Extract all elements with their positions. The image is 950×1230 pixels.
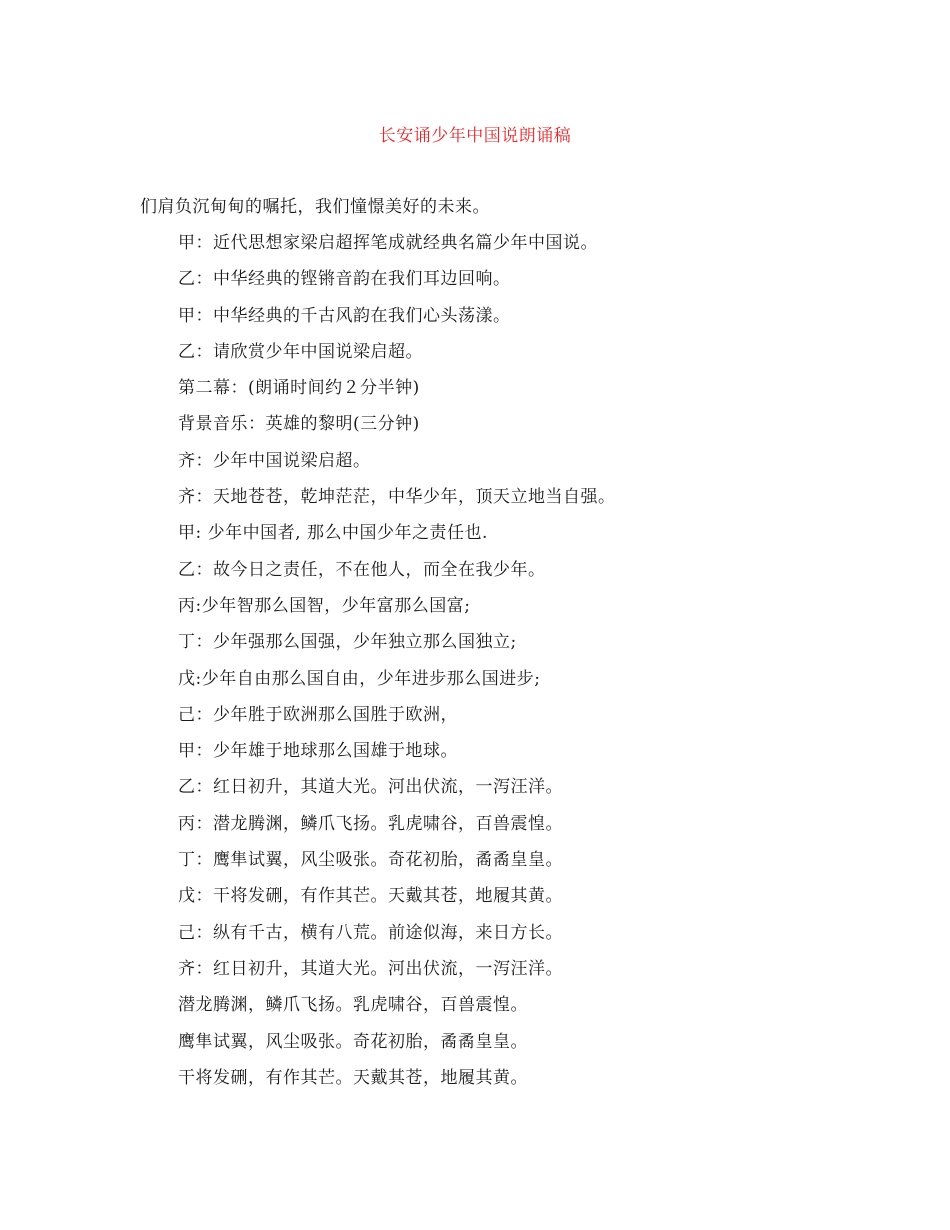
script-line: 戊:少年自由那么国自由，少年进步那么国进步; bbox=[178, 668, 541, 689]
script-line: 甲: 少年中国者, 那么中国少年之责任也. bbox=[178, 523, 488, 544]
script-line: 干将发硎，有作其芒。天戴其苍，地履其黄。 bbox=[178, 1067, 528, 1088]
document-title: 长安诵少年中国说朗诵稿 bbox=[378, 126, 572, 146]
script-line: 丁：鹰隼试翼，风尘吸张。奇花初胎，矞矞皇皇。 bbox=[178, 850, 563, 871]
script-line: 背景音乐：英雄的黎明(三分钟) bbox=[178, 414, 420, 435]
script-line: 第二幕：(朗诵时间约２分半钟) bbox=[178, 378, 420, 399]
script-line: 丙：潜龙腾渊，鳞爪飞扬。乳虎啸谷，百兽震惶。 bbox=[178, 813, 563, 834]
script-line: 潜龙腾渊，鳞爪飞扬。乳虎啸谷，百兽震惶。 bbox=[178, 995, 528, 1016]
script-line: 甲：中华经典的千古风韵在我们心头荡漾。 bbox=[178, 305, 511, 326]
script-line: 乙：故今日之责任，不在他人，而全在我少年。 bbox=[178, 559, 546, 580]
document-first-line: 们肩负沉甸甸的嘱托，我们憧憬美好的未来。 bbox=[140, 197, 490, 217]
script-line: 齐：红日初升，其道大光。河出伏流，一泻汪洋。 bbox=[178, 958, 563, 979]
script-line: 鹰隼试翼，风尘吸张。奇花初胎，矞矞皇皇。 bbox=[178, 1031, 528, 1052]
script-line: 己：少年胜于欧洲那么国胜于欧洲， bbox=[178, 704, 458, 725]
script-line: 戊：干将发硎，有作其芒。天戴其苍，地履其黄。 bbox=[178, 886, 563, 907]
script-line: 丙:少年智那么国智，少年富那么国富; bbox=[178, 595, 471, 616]
script-line: 己：纵有千古，横有八荒。前途似海，来日方长。 bbox=[178, 922, 563, 943]
script-lines bbox=[178, 231, 616, 1102]
script-line: 甲：近代思想家梁启超挥笔成就经典名篇少年中国说。 bbox=[178, 233, 598, 253]
script-line: 乙：请欣赏少年中国说梁启超。 bbox=[178, 341, 423, 362]
script-line: 丁：少年强那么国强，少年独立那么国独立; bbox=[178, 632, 517, 653]
script-line: 乙：红日初升，其道大光。河出伏流，一泻汪洋。 bbox=[178, 777, 563, 798]
script-line: 甲：少年雄于地球那么国雄于地球。 bbox=[178, 741, 458, 762]
script-line: 齐：少年中国说梁启超。 bbox=[178, 450, 371, 471]
script-line: 齐：天地苍苍，乾坤茫茫，中华少年，顶天立地当自强。 bbox=[178, 487, 616, 508]
script-line: 乙：中华经典的铿锵音韵在我们耳边回响。 bbox=[178, 269, 511, 290]
